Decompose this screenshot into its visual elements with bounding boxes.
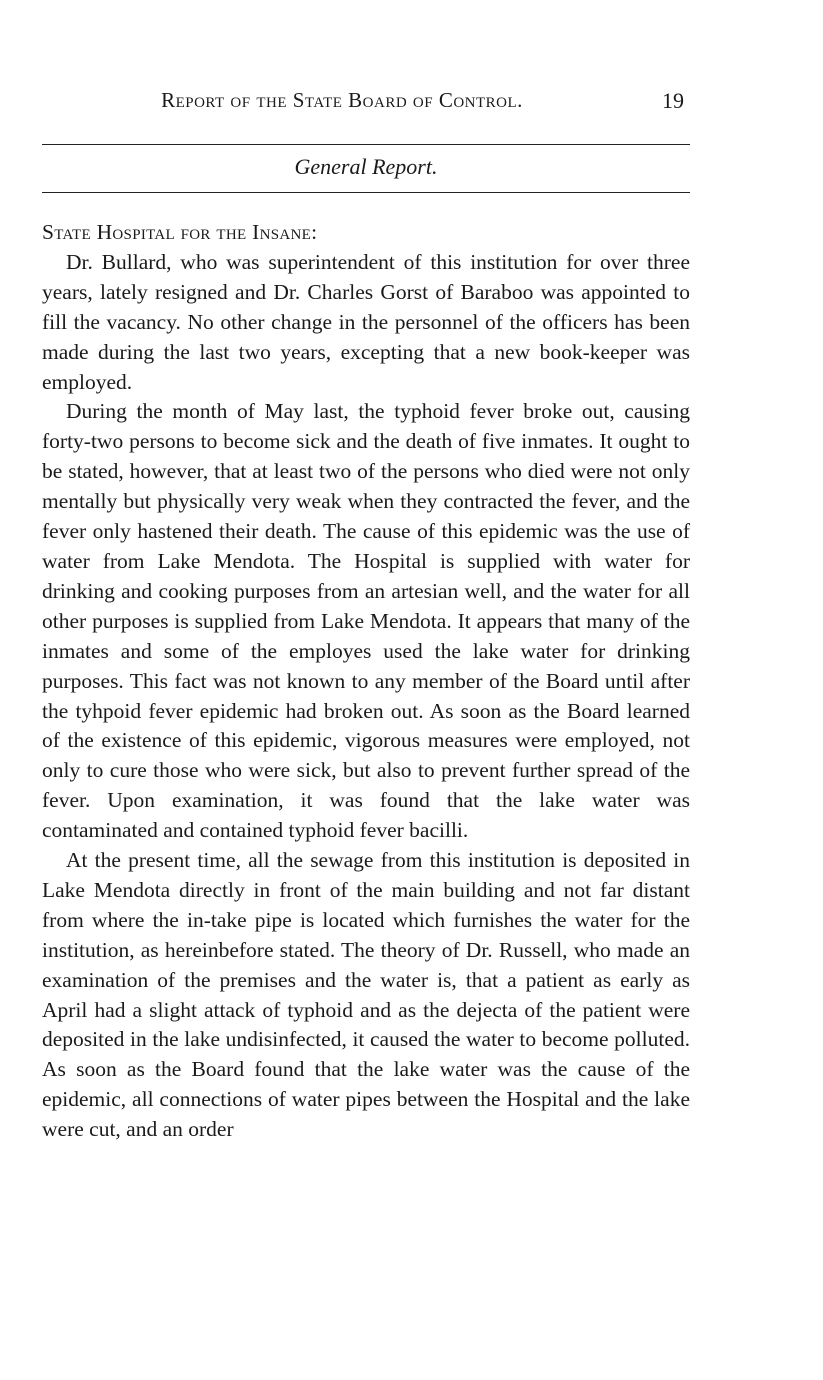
paragraph-2: During the month of May last, the typhoid fever broke out, causing forty-two persons to become sick and the death of five inmates. It ought to be stated, however, that at least two of the persons who died were not only mentally but physically very weak when they contracted the fever, and the fever only hastened their death. The cause of this epidemic was the use of water from Lake Mendota. The Hospital is supplied with water for drinking and cooking purposes from an artesian well, and the water for all other purposes is supplied from Lake Mendota. It appears that many of the inmates and some of the employes used the lake water for drinking purposes. This fact was not known to any member of the Board until after the tyhpoid fever epidemic had broken out. As soon as the Board learned of the existence of this epidemic, vigorous measures were employed, not only to cure those who were sick, but also to prevent further spread of the fever. Upon examination, it was found that the lake water was contaminated and contained typhoid fever bacilli.: [42, 399, 690, 843]
running-title: Report of the State Board of Control.: [161, 88, 523, 112]
paragraph-3: At the present time, all the sewage from this institution is deposited in Lake Mendota directly in front of the main building and not far distant from where the in-take pipe is located which furnishes the water for the institution, as hereinbefore stated. The theory of Dr. Russell, who made an examination of the premises and the water is, that a patient as early as April had a slight attack of typhoid and as the dejecta of the patient were deposited in the lake undisinfected, it caused the water to become polluted. As soon as the Board found that the lake water was the cause of the epidemic, all connections of water pipes between the Hospital and the lake were cut, and an order: [42, 848, 690, 1142]
paragraph-1: Dr. Bullard, who was superintendent of this institution for over three years, lately resigned and Dr. Charles Gorst of Baraboo was appointed to fill the vacancy. No other change in the personnel of the officers has been made during the last two years, excepting that a new book-keeper was employed.: [42, 249, 690, 394]
page-number: 19: [662, 88, 684, 113]
document-page: [42, 0, 690, 1380]
article-heading: State Hospital for the Insane:: [42, 220, 318, 244]
section-label: General Report.: [294, 154, 438, 179]
article-body: [42, 218, 690, 1145]
bottom-rule: [42, 192, 690, 193]
top-rule: [42, 144, 690, 145]
running-head: [42, 88, 690, 118]
